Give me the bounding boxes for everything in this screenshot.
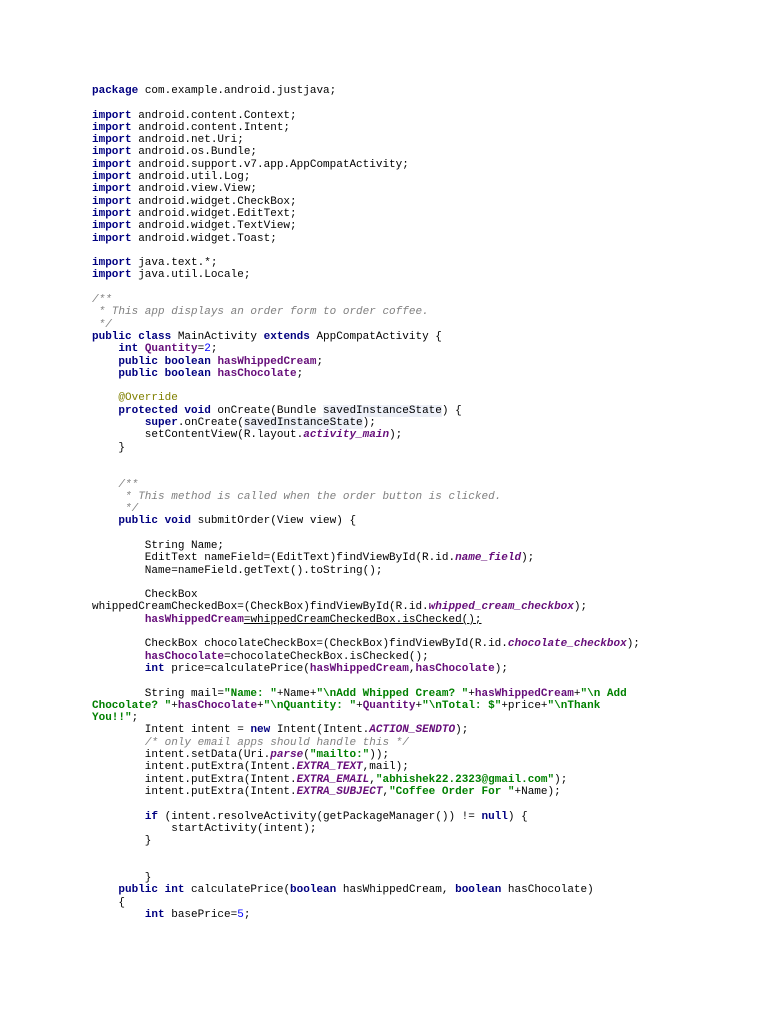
code-token: calculatePrice(: [184, 884, 291, 897]
code-token: "abhishek22.2323@gmail.com": [375, 773, 555, 786]
code-line: [92, 269, 752, 281]
code-token: import: [92, 269, 132, 282]
code-token: savedInstanceState: [323, 404, 442, 417]
code-token: hasChocolate): [501, 884, 594, 897]
code-token: android.os.Bundle;: [131, 146, 258, 159]
code-token: import: [92, 109, 132, 122]
code-line: [92, 417, 752, 429]
code-token: ));: [369, 749, 390, 762]
code-token: "\nQuantity: ": [263, 699, 357, 712]
code-line: [92, 196, 752, 208]
blank-line: [92, 798, 752, 810]
code-line: [92, 811, 752, 823]
code-token: android.support.v7.app.AppCompatActivity;: [131, 158, 409, 171]
code-token: hasWhippedCream: [144, 613, 244, 626]
code-token: java.text.*;: [131, 257, 218, 270]
code-token: +: [356, 699, 363, 712]
code-token: extends: [263, 330, 310, 343]
code-token: chocolate_checkbox: [507, 638, 627, 651]
code-token: String Name;: [92, 539, 225, 552]
code-token: /**: [92, 294, 112, 307]
code-token: whipped_cream_checkbox: [428, 601, 574, 614]
code-token: public int: [118, 884, 185, 897]
code-line: [92, 786, 752, 798]
code-token: CheckBox chocolateCheckBox=(CheckBox)findViewById(R.id.: [92, 638, 508, 651]
code-token: import: [92, 257, 132, 270]
code-token: android.widget.EditText;: [131, 207, 297, 220]
code-line: [92, 491, 752, 503]
code-token: [92, 651, 145, 663]
code-token: hasWhippedCream: [474, 687, 574, 700]
code-token: basePrice=: [164, 908, 238, 921]
code-token: String mail=: [92, 687, 225, 700]
code-token: name_field: [455, 552, 522, 565]
code-token: [92, 368, 118, 380]
code-line: [92, 208, 752, 220]
code-token: new: [250, 724, 271, 737]
code-line: [92, 724, 752, 736]
code-token: import: [92, 171, 132, 184]
code-line: [92, 909, 752, 921]
code-line: [92, 884, 752, 896]
code-token: parse: [270, 749, 304, 762]
code-token: hasChocolate: [144, 650, 225, 663]
code-token: +: [468, 687, 475, 700]
code-token: ) {: [441, 404, 462, 417]
code-token: if: [144, 810, 159, 823]
code-token: +price+: [501, 699, 548, 712]
code-line: [92, 294, 752, 306]
code-token: );: [389, 429, 403, 442]
code-token: Quantity: [362, 699, 416, 712]
code-line: [92, 110, 752, 122]
code-token: [92, 614, 145, 626]
code-line: [92, 479, 752, 491]
code-line: [92, 761, 752, 773]
code-token: [92, 811, 145, 823]
code-line: [92, 331, 752, 343]
code-line: [92, 220, 752, 232]
code-token: ,mail);: [362, 761, 409, 774]
blank-line: [92, 282, 752, 294]
code-token: super: [144, 417, 178, 430]
code-token: Intent(Intent.: [270, 724, 370, 737]
code-token: [92, 392, 118, 404]
code-token: Name=nameField.getText().toString();: [92, 564, 383, 577]
code-line: [92, 638, 752, 650]
code-line: [92, 183, 752, 195]
code-token: {: [92, 896, 126, 909]
code-token: ;: [296, 367, 304, 380]
code-token: */: [92, 503, 139, 516]
code-line: [92, 429, 752, 441]
code-token: );: [521, 552, 535, 565]
code-token: hasChocolate: [177, 699, 258, 712]
code-line: [92, 552, 752, 564]
code-token: import: [92, 158, 132, 171]
code-token: intent.setData(Uri.: [92, 749, 271, 762]
code-line: [92, 159, 752, 171]
code-token: import: [92, 146, 132, 159]
code-line: [92, 651, 752, 663]
code-line: [92, 835, 752, 847]
code-token: savedInstanceState: [243, 417, 363, 430]
code-line: [92, 565, 752, 577]
code-token: [92, 405, 118, 417]
blank-line: [92, 626, 752, 638]
code-token: hasWhippedCream,: [336, 884, 456, 897]
code-token: hasChocolate: [217, 367, 297, 380]
code-token: android.content.Context;: [131, 109, 297, 122]
code-line: [92, 233, 752, 245]
code-token: public boolean: [118, 367, 211, 380]
code-listing: [92, 85, 752, 921]
code-token: null: [481, 810, 508, 823]
code-line: [92, 749, 752, 761]
blank-line: [92, 466, 752, 478]
code-line: [92, 343, 752, 355]
code-line: [92, 601, 752, 613]
code-token: EXTRA_SUBJECT: [296, 785, 383, 798]
blank-line: [92, 528, 752, 540]
code-token: intent.putExtra(Intent.: [92, 761, 297, 774]
code-token: [92, 737, 145, 749]
code-line: [92, 171, 752, 183]
code-line: [92, 392, 752, 404]
code-token: android.content.Intent;: [131, 121, 291, 134]
code-token: EXTRA_EMAIL: [296, 773, 370, 786]
code-token: int: [144, 662, 165, 675]
code-token: setContentView(R.layout.: [92, 429, 304, 442]
code-token: public boolean: [118, 355, 211, 368]
code-token: android.widget.Toast;: [131, 232, 277, 245]
code-token: hasWhippedCream: [309, 662, 409, 675]
code-token: [92, 356, 118, 368]
code-token: "\nAdd Whipped Cream? ": [316, 687, 469, 700]
code-token: "\n Add: [580, 687, 627, 700]
code-line: [92, 737, 752, 749]
code-token: import: [92, 183, 132, 196]
code-line: [92, 85, 752, 97]
code-token: ACTION_SENDTO: [369, 724, 456, 737]
code-line: [92, 257, 752, 269]
code-token: hasChocolate: [415, 662, 495, 675]
code-token: =whippedCreamCheckedBox.isChecked();: [243, 613, 482, 626]
code-token: "Name: ": [224, 687, 277, 700]
code-token: import: [92, 195, 132, 208]
code-token: android.util.Log;: [131, 171, 251, 184]
code-token: activity_main: [303, 429, 390, 442]
code-token: [92, 515, 118, 527]
code-token: ;: [316, 355, 324, 368]
code-token: boolean: [455, 884, 502, 897]
code-token: CheckBox: [92, 589, 198, 602]
code-token: ;: [243, 908, 251, 921]
code-token: onCreate(Bundle: [210, 404, 324, 417]
code-token: }: [92, 835, 152, 848]
code-token: "mailto:": [309, 749, 370, 762]
code-token: Quantity: [144, 343, 198, 356]
code-token: );: [573, 601, 588, 614]
code-token: You!!": [92, 712, 132, 725]
code-token: (intent.resolveActivity(getPackageManager()) !=: [158, 810, 482, 823]
code-token: 5: [237, 908, 244, 921]
code-token: ,: [408, 662, 416, 675]
code-token: import: [92, 121, 132, 134]
code-line: [92, 368, 752, 380]
code-token: * This app displays an order form to order coffee.: [92, 306, 429, 319]
code-token: */: [92, 318, 112, 331]
code-token: price=calculatePrice(: [164, 662, 310, 675]
code-line: [92, 306, 752, 318]
code-token: android.widget.TextView;: [131, 220, 297, 233]
blank-line: [92, 380, 752, 392]
code-line: [92, 712, 752, 724]
code-token: whippedCreamCheckedBox=(CheckBox)findViewById(R.id.: [92, 601, 429, 614]
code-token: ,: [369, 773, 376, 786]
code-token: );: [362, 417, 376, 430]
code-token: startActivity(intent);: [92, 822, 317, 835]
code-token: import: [92, 232, 132, 245]
code-token: android.net.Uri;: [131, 134, 244, 147]
code-token: "Coffee Order For ": [389, 785, 515, 798]
code-line: [92, 503, 752, 515]
code-line: [92, 700, 752, 712]
code-token: EXTRA_TEXT: [296, 761, 363, 774]
blank-line: [92, 97, 752, 109]
code-line: [92, 319, 752, 331]
code-token: boolean: [290, 884, 337, 897]
blank-line: [92, 847, 752, 859]
code-token: int: [144, 908, 165, 921]
code-line: [92, 823, 752, 835]
code-token: AppCompatActivity {: [309, 330, 442, 343]
code-token: ;: [210, 343, 218, 356]
code-token: * This method is called when the order button is clicked.: [92, 490, 502, 503]
code-token: public class: [92, 330, 172, 343]
code-token: int: [118, 343, 139, 356]
code-token: android.view.View;: [131, 183, 258, 196]
code-token: (: [303, 749, 310, 762]
code-token: com.example.android.justjava;: [138, 85, 337, 97]
code-token: );: [494, 662, 508, 675]
code-token: +: [415, 699, 423, 712]
code-token: [92, 884, 118, 896]
blank-line: [92, 860, 752, 872]
code-line: [92, 515, 752, 527]
code-token: public void: [118, 515, 192, 528]
code-token: intent.putExtra(Intent.: [92, 773, 297, 786]
code-line: [92, 872, 752, 884]
code-line: [92, 122, 752, 134]
code-token: [92, 663, 145, 675]
code-token: +: [573, 687, 581, 700]
code-token: "\nTotal: $": [422, 699, 502, 712]
code-token: import: [92, 207, 132, 220]
code-token: [92, 343, 118, 355]
code-token: +Name+: [276, 687, 317, 700]
code-line: [92, 356, 752, 368]
code-token: java.util.Locale;: [131, 269, 251, 282]
code-token: import: [92, 134, 132, 147]
code-line: [92, 146, 752, 158]
code-token: MainActivity: [171, 330, 264, 343]
code-line: [92, 688, 752, 700]
code-token: [92, 417, 145, 429]
code-line: [92, 405, 752, 417]
code-token: ) {: [507, 810, 528, 823]
code-line: [92, 614, 752, 626]
code-token: );: [626, 638, 640, 651]
code-token: ;: [131, 712, 139, 725]
code-token: "\nThank: [547, 699, 601, 712]
code-token: }: [92, 441, 126, 454]
blank-line: [92, 675, 752, 687]
code-token: +Name);: [514, 785, 561, 798]
code-token: );: [554, 773, 568, 786]
blank-line: [92, 454, 752, 466]
code-line: [92, 663, 752, 675]
code-token: /**: [92, 478, 139, 491]
code-token: =chocolateCheckBox.isChecked();: [224, 650, 429, 663]
code-token: 2: [204, 343, 211, 356]
code-token: .onCreate(: [177, 417, 244, 430]
code-token: [92, 909, 145, 921]
code-token: hasWhippedCream: [217, 355, 317, 368]
blank-line: [92, 245, 752, 257]
code-token: );: [455, 724, 469, 737]
code-token: android.widget.CheckBox;: [131, 195, 297, 208]
code-token: package: [92, 85, 139, 97]
code-line: [92, 589, 752, 601]
code-line: [92, 442, 752, 454]
code-line: [92, 897, 752, 909]
code-token: +: [171, 699, 178, 712]
code-token: Chocolate? ": [92, 699, 172, 712]
code-line: [92, 134, 752, 146]
blank-line: [92, 577, 752, 589]
code-token: protected void: [118, 404, 211, 417]
code-line: [92, 540, 752, 552]
code-token: +: [257, 699, 264, 712]
code-token: Intent intent =: [92, 724, 251, 737]
code-token: /* only email apps should handle this */: [144, 736, 409, 749]
code-token: EditText nameField=(EditText)findViewById(R.id.: [92, 552, 456, 565]
code-token: [138, 343, 145, 355]
code-token: intent.putExtra(Intent.: [92, 785, 297, 798]
code-token: ,: [382, 785, 390, 798]
code-token: import: [92, 220, 132, 233]
code-token: submitOrder(View view) {: [191, 515, 357, 528]
code-token: =: [197, 343, 205, 356]
code-token: @Override: [118, 392, 178, 405]
code-line: [92, 774, 752, 786]
code-token: }: [92, 872, 152, 884]
